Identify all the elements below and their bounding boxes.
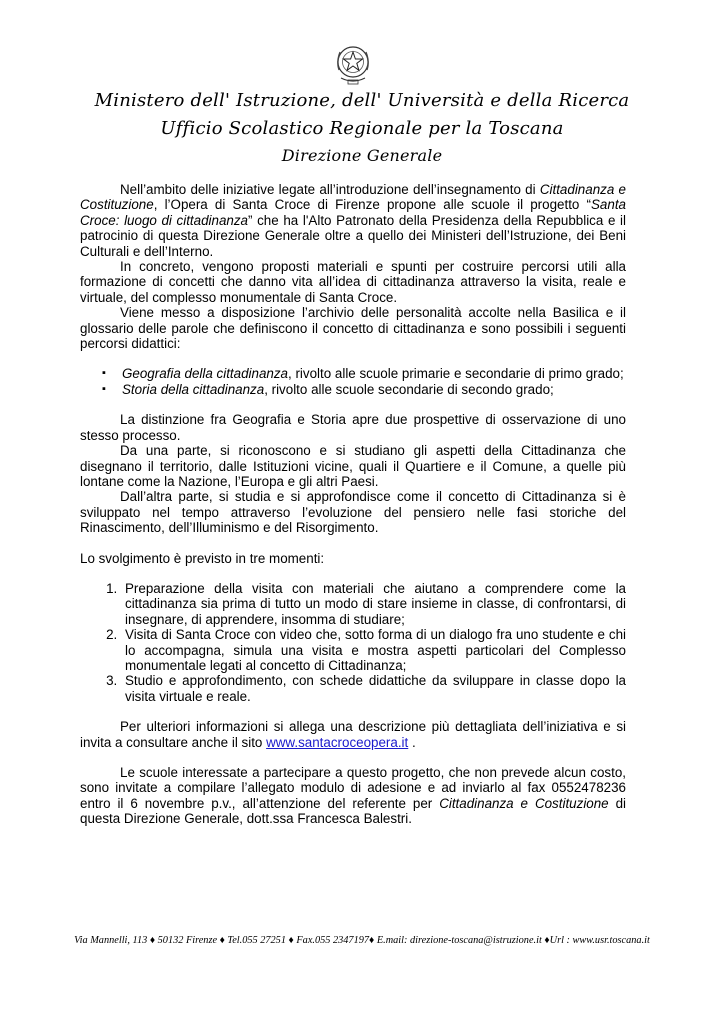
- paragraph-archive: Viene messo a disposizione l’archivio delle personalità accolte nella Basilica e il glossario delle parole che definiscono il concetto di cittadinanza e sono possibili i seguenti percorsi didattici:: [80, 305, 626, 352]
- list-item: ▪ Storia della cittadinanza, rivolto alle scuole secondarie di secondo grado;: [102, 382, 626, 397]
- site-link[interactable]: www.santacroceopera.it: [266, 734, 409, 750]
- paragraph-moments: Lo svolgimento è previsto in tre momenti:: [80, 550, 325, 566]
- paragraph-intro: Nell’ambito delle iniziative legate all’introduzione dell’insegnamento di Cittadinanza e Costituzione, l’Opera di Santa Croce di Firenze propone alle scuole il progetto “Santa Croce: luogo di cittadinanza” che ha l'Alto Patronato della Presidenza della Repubblica e il patrocinio di questa Direzione Generale oltre a quello dei Ministeri dell’Istruzione, dei Beni Culturali e dell’Interno.: [80, 182, 626, 259]
- list-item: 2. Visita di Santa Croce con video che, sotto forma di un dialogo fra uno studente e chi lo accompagna, simula una visita e mostra aspetti particolari del Complesso monumentale legati al concetto di Cittadinanza;: [121, 627, 626, 673]
- paragraph-participation: Le scuole interessate a partecipare a questo progetto, che non prevede alcun costo, sono invitate a compilare l’allegato modulo di adesione e ad inviarlo al fax 0552478236 entro il 6 novembre p.v., all’attenzione del referente per Cittadinanza e Costituzione di questa Direzione Generale, dott.ssa Francesca Balestri.: [80, 765, 626, 827]
- list-item: 1. Preparazione della visita con materiali che aiutano a comprendere come la cittadinanza sia prima di tutto un modo di stare insieme in classe, di confrontarsi, di insegnare, di apprendere, insomma di studiare;: [121, 581, 626, 627]
- paragraph-history: Dall’altra parte, si studia e si approfondisce come il concetto di Cittadinanza si è sviluppato nel tempo attraverso l’evoluzione del pensiero nelle fasi storiche del Rinascimento, dell’Illuminismo e del Risorgimento.: [80, 489, 626, 536]
- paragraph-info: Per ulteriori informazioni si allega una descrizione più dettagliata dell’iniziativa e si invita a consultare anche il sito www.santacroceopera.it .: [80, 719, 626, 750]
- paragraph-territory: Da una parte, si riconoscono e si studiano gli aspetti della Cittadinanza che disegnano il territorio, dalle Istituzioni vicine, quali il Quartiere e il Comune, a quelle più lontane come la Nazione, l’Europa e gli altri Paesi.: [80, 443, 626, 489]
- paragraph-concrete: In concreto, vengono proposti materiali e spunti per costruire percorsi utili alla formazione di concetti che danno vita all’idea di cittadinanza attraverso la visita, reale e virtuale, del complesso monumentale di Santa Croce.: [80, 259, 626, 305]
- office-title: Ufficio Scolastico Regionale per la Toscana: [160, 118, 564, 139]
- letter-body: [80, 182, 626, 827]
- ministry-title: Ministero dell' Istruzione, dell' Università e della Ricerca: [94, 90, 630, 111]
- steps-list: [80, 581, 626, 704]
- paths-list: [80, 366, 626, 397]
- directorate-title: Direzione Generale: [281, 146, 443, 165]
- paragraph-distinction: La distinzione fra Geografia e Storia apre due prospettive di osservazione di uno stesso processo.: [80, 412, 626, 443]
- list-item: ▪ Geografia della cittadinanza, rivolto alle scuole primarie e secondarie di primo grado;: [102, 366, 626, 381]
- footer-contacts: Via Mannelli, 113 ♦ 50132 Firenze ♦ Tel.055 27251 ♦ Fax.055 2347197♦ E.mail: direzione-toscana@istruzione.it ♦Url : www.usr.toscana.it: [74, 935, 650, 946]
- list-item: 3. Studio e approfondimento, con schede didattiche da sviluppare in classe dopo la visita virtuale e reale.: [121, 673, 626, 704]
- italian-republic-emblem-icon: [333, 40, 373, 88]
